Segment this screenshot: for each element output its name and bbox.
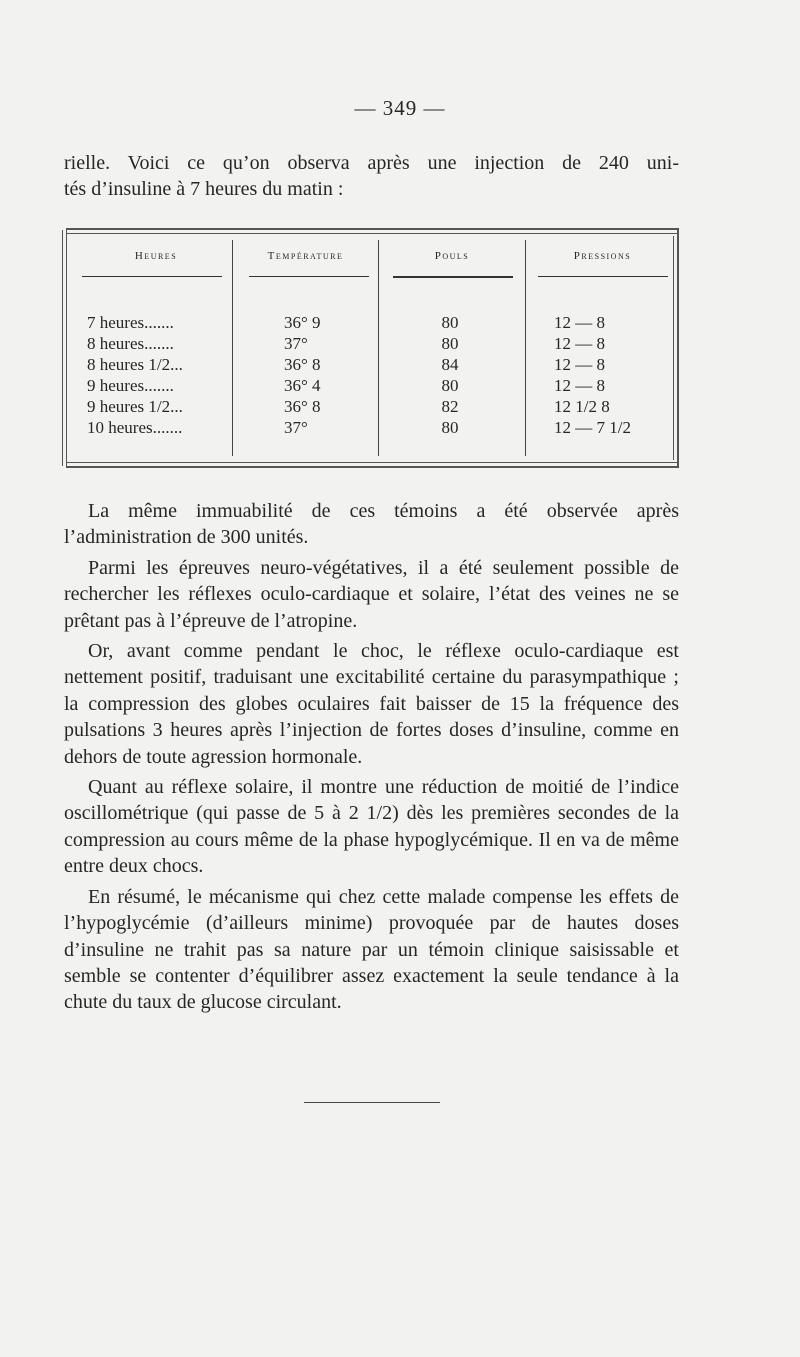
- column-header: Heures: [134, 250, 178, 262]
- table-left-edge-inner: [66, 230, 67, 466]
- table-cell: 10 heures.......: [87, 418, 183, 437]
- page-number: — 349 —: [354, 96, 446, 120]
- intro-line-2: tés d’insuline à 7 heures du matin :: [64, 178, 344, 200]
- intro-line-1: rielle. Voici ce qu’on observa après une injection de 240 uni-: [64, 152, 679, 174]
- column-header: Pressions: [573, 250, 632, 262]
- table-cell: 80: [441, 334, 459, 353]
- paragraph: Parmi les épreuves neuro-végétatives, il a été seulement possible de rechercher les réflexes oculo-cardiaque et solaire, l’état des veines ne se prêtant pas à l’épreuve de l’atropine.: [64, 556, 679, 632]
- end-rule: [304, 1102, 440, 1103]
- table-cell: 80: [441, 376, 459, 395]
- table-cell: 36° 4: [284, 376, 321, 395]
- table-cell: 12 — 8: [554, 334, 605, 353]
- table-cell: 82: [441, 397, 459, 416]
- table-cell: 80: [441, 418, 459, 437]
- table-cell: 36° 9: [284, 313, 321, 332]
- table-cell: 9 heures 1/2...: [87, 397, 183, 416]
- table-cell: 36° 8: [284, 355, 321, 374]
- measurements-table: [62, 228, 679, 468]
- column-header: Pouls: [434, 250, 470, 262]
- table-cell: 8 heures 1/2...: [87, 355, 183, 374]
- header-underline: [538, 276, 668, 277]
- intro-text: [64, 150, 679, 202]
- paragraph: La même immuabilité de ces témoins a été observée après l’administration de 300 unités.: [64, 500, 679, 549]
- table-cell: 12 — 8: [554, 355, 605, 374]
- paragraph: Or, avant comme pendant le choc, le réflexe oculo-cardiaque est nettement positif, traduisant une excitabilité certaine du parasympathique ; la compression des globes oculaires fait baisser de 15 la fréquence des pulsations 3 heures après l’injection de fortes doses d’insuline, comme en dehors de toute agression hormonale.: [64, 640, 679, 768]
- table-cell: 8 heures.......: [87, 334, 174, 353]
- table-cell: 36° 8: [284, 397, 321, 416]
- table-cell: 12 1/2 8: [554, 397, 610, 416]
- paragraph: Quant au réflexe solaire, il montre une réduction de moitié de l’indice oscillométrique (qui passe de 5 à 2 1/2) dès les premières secondes de la compression au cours même de la phase hypoglycémique. Il en va de même entre deux chocs.: [64, 776, 679, 878]
- table-cell: 80: [441, 313, 459, 332]
- column-temperature: [233, 228, 378, 468]
- table-left-edge: [62, 230, 63, 466]
- table-cell: 12 — 8: [554, 376, 605, 395]
- table-cell: 37°: [284, 418, 308, 437]
- table-cell: 9 heures.......: [87, 376, 174, 395]
- body-text: [64, 498, 679, 1020]
- column-header: Température: [267, 250, 344, 262]
- header-underline: [393, 276, 513, 278]
- table-cell: 7 heures.......: [87, 313, 174, 332]
- header-underline: [82, 276, 222, 277]
- table-cell: 12 — 8: [554, 313, 605, 332]
- header-underline: [249, 276, 369, 277]
- table-cell: 12 — 7 1/2: [554, 418, 631, 437]
- column-pressions: [526, 228, 679, 468]
- paragraph: En résumé, le mécanisme qui chez cette malade compense les effets de l’hypoglycémie (d’ailleurs minime) provoquée par de hautes doses d’insuline ne trahit pas sa nature par un témoin clinique saisissable et semble se contenter d’équilibrer assez exactement la seule tendance à la chute du taux de glucose circulant.: [64, 885, 679, 1014]
- table-cell: 37°: [284, 334, 308, 353]
- table-cell: 84: [441, 355, 459, 374]
- column-heures: [80, 228, 232, 468]
- column-pouls: [379, 228, 525, 468]
